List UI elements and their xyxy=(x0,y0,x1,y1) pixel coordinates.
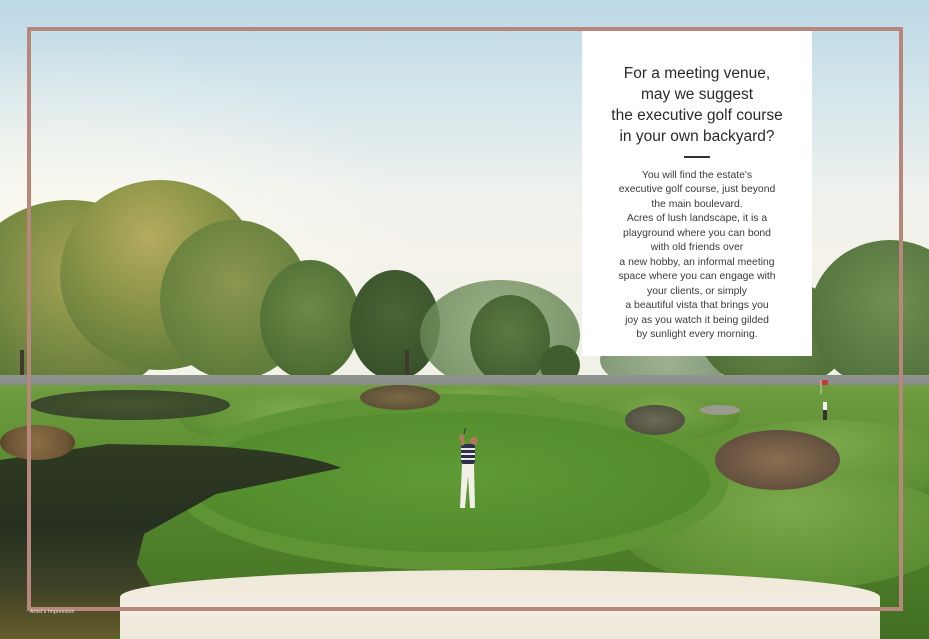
ornamental-grass xyxy=(0,425,75,460)
body-line: the main boulevard. xyxy=(651,198,743,210)
body-line: joy as you watch it being gilded xyxy=(625,314,769,326)
hedge xyxy=(30,390,230,420)
headline-line: may we suggest xyxy=(641,86,753,103)
body-line: playground where you can bond xyxy=(623,227,771,239)
flag-and-player xyxy=(815,380,835,425)
headline-line: in your own backyard? xyxy=(619,128,775,145)
golfer-figure xyxy=(452,428,482,512)
headline-line: the executive golf course xyxy=(611,107,783,124)
image-caption: Artist's Impression xyxy=(30,609,75,615)
water-reflection xyxy=(120,570,880,639)
body-line: by sunlight every morning. xyxy=(636,329,758,340)
body-line: space where you can engage with xyxy=(618,271,776,282)
body-line: executive golf course, just beyond xyxy=(618,184,776,195)
body-line: your clients, or simply xyxy=(647,285,747,297)
sand-bunker xyxy=(700,405,740,415)
divider xyxy=(684,156,710,158)
body-line: with old friends over xyxy=(650,242,744,253)
headline-line: For a meeting venue, xyxy=(623,65,771,82)
body-line: a beautiful vista that brings you xyxy=(625,300,769,311)
ornamental-grass xyxy=(715,430,840,490)
headline xyxy=(582,63,812,147)
body-line: a new hobby, an informal meeting xyxy=(619,256,775,268)
body-copy xyxy=(590,169,804,343)
ornamental-grass xyxy=(625,405,685,435)
tree xyxy=(260,260,360,380)
text-panel xyxy=(582,31,812,356)
tree xyxy=(470,295,550,385)
body-line: You will find the estate's xyxy=(641,169,753,181)
ornamental-grass xyxy=(360,385,440,410)
body-line: Acres of lush landscape, it is a xyxy=(626,213,768,224)
